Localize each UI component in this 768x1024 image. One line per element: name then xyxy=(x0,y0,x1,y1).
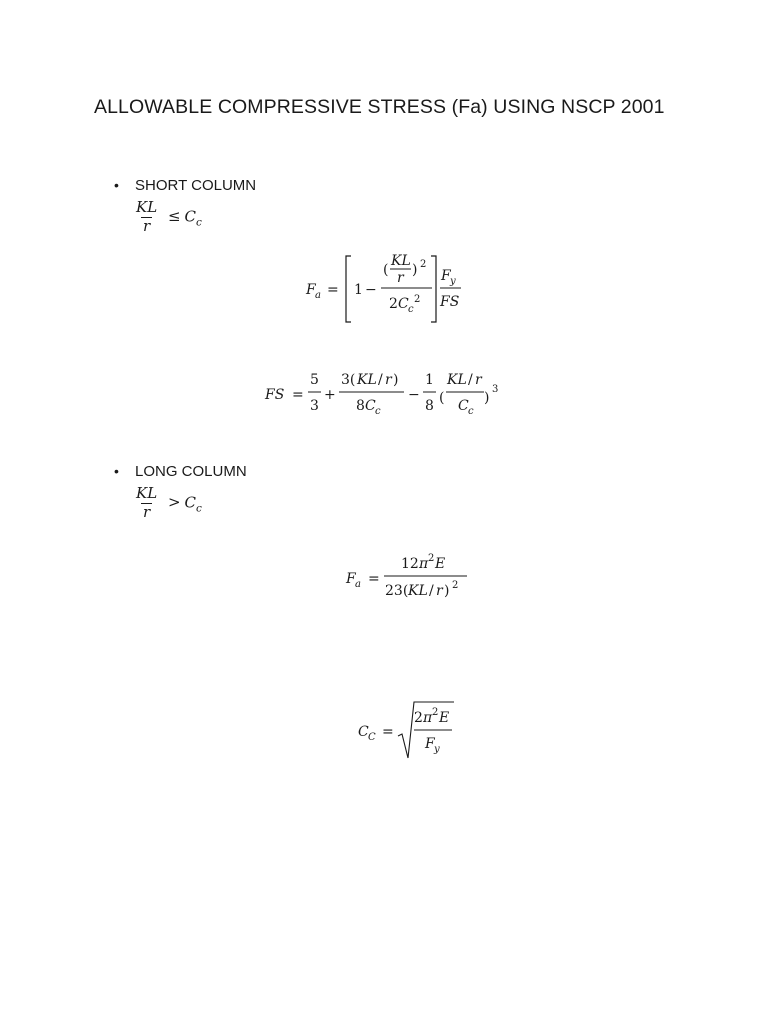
svg-text:=: = xyxy=(292,387,304,403)
svg-text:2: 2 xyxy=(414,710,423,726)
svg-text:23(: 23( xyxy=(385,583,409,599)
svg-text:r: r xyxy=(436,583,443,599)
svg-text:KL: KL xyxy=(447,372,467,388)
fa-short-column-formula xyxy=(300,250,470,328)
svg-text:KL: KL xyxy=(408,583,428,599)
svg-text:3: 3 xyxy=(310,398,319,414)
bullet-icon: • xyxy=(114,177,119,193)
svg-text:c: c xyxy=(408,304,414,315)
svg-text:y: y xyxy=(450,276,456,287)
svg-text:E: E xyxy=(435,556,446,572)
svg-text:C: C xyxy=(358,724,369,740)
fs-formula xyxy=(262,366,512,422)
svg-text:/: / xyxy=(468,372,473,388)
svg-text:r: r xyxy=(385,372,392,388)
svg-text:12: 12 xyxy=(401,556,419,572)
svg-text:r: r xyxy=(397,270,404,286)
svg-text:c: c xyxy=(375,406,381,417)
svg-text:F: F xyxy=(306,282,316,298)
svg-text:1: 1 xyxy=(354,282,363,298)
svg-text:3: 3 xyxy=(492,384,499,395)
page-title: ALLOWABLE COMPRESSIVE STRESS (Fa) USING NSCP 2001 xyxy=(94,96,665,118)
svg-text:+: + xyxy=(324,387,336,403)
svg-text:8: 8 xyxy=(425,398,434,414)
svg-text:(: ( xyxy=(383,262,389,278)
svg-text:=: = xyxy=(382,724,394,740)
svg-text:C: C xyxy=(458,398,469,414)
svg-text:F: F xyxy=(441,268,451,284)
svg-text:): ) xyxy=(444,583,450,599)
svg-text:a: a xyxy=(355,579,361,590)
svg-text:2: 2 xyxy=(420,259,427,270)
svg-text:/: / xyxy=(378,372,383,388)
svg-text:E: E xyxy=(439,710,450,726)
svg-text:): ) xyxy=(393,372,399,388)
svg-text:C: C xyxy=(398,296,409,312)
svg-text:KL: KL xyxy=(357,372,377,388)
svg-text:3(: 3( xyxy=(341,372,356,388)
svg-text:8: 8 xyxy=(356,398,365,414)
svg-text:c: c xyxy=(468,406,474,417)
svg-text:): ) xyxy=(484,390,490,406)
svg-text:y: y xyxy=(434,744,440,755)
svg-text:−: − xyxy=(365,282,377,298)
svg-text:KL: KL xyxy=(391,253,411,269)
svg-text:r: r xyxy=(475,372,482,388)
svg-text:5: 5 xyxy=(310,372,319,388)
bullet-icon: • xyxy=(114,463,119,479)
svg-text:a: a xyxy=(315,290,321,301)
svg-text:−: − xyxy=(408,387,420,403)
svg-text:FS: FS xyxy=(440,294,460,310)
svg-text:2: 2 xyxy=(432,707,439,718)
svg-text:=: = xyxy=(327,282,339,298)
svg-text:F: F xyxy=(346,571,356,587)
svg-text:=: = xyxy=(368,571,380,587)
svg-text:2: 2 xyxy=(452,580,459,591)
section-heading: LONG COLUMN xyxy=(135,463,247,480)
svg-text:2: 2 xyxy=(389,296,398,312)
svg-text:2: 2 xyxy=(414,294,421,305)
svg-text:): ) xyxy=(412,262,418,278)
section-long-column xyxy=(114,463,247,480)
section-short-column xyxy=(114,177,256,194)
svg-text:2: 2 xyxy=(428,553,435,564)
svg-text:/: / xyxy=(429,583,434,599)
svg-text:π: π xyxy=(423,710,433,726)
svg-text:1: 1 xyxy=(425,372,434,388)
cc-formula xyxy=(354,698,464,764)
svg-text:(: ( xyxy=(439,390,445,406)
svg-text:F: F xyxy=(425,736,435,752)
section-heading: SHORT COLUMN xyxy=(135,177,257,194)
svg-text:FS: FS xyxy=(265,387,285,403)
long-column-condition: $\frac{KL}{r}$ > $C_c$ xyxy=(136,484,202,521)
svg-text:C: C xyxy=(368,732,376,743)
svg-text:C: C xyxy=(365,398,376,414)
short-column-condition: $\frac{KL}{r}$ ≤ $C_c$ xyxy=(136,198,202,235)
fa-long-column-formula xyxy=(342,548,482,604)
svg-text:π: π xyxy=(419,556,429,572)
